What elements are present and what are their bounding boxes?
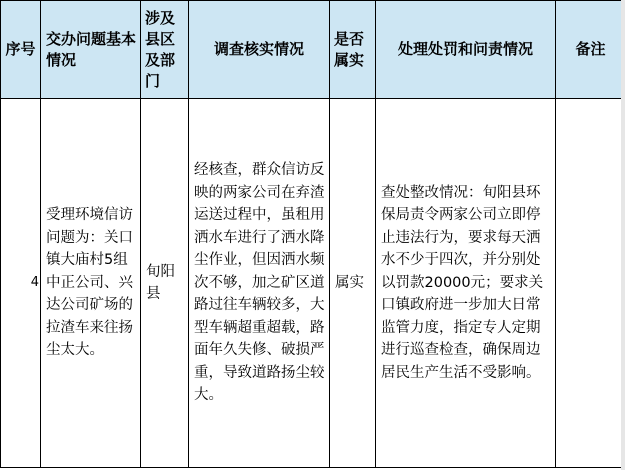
- cell-issue[interactable]: [41, 99, 141, 468]
- investigation-text: 经核查，群众信访反映的两家公司在弃渣运送过程中，虽租用洒水车进行了洒水降尘作业，但因洒水频次不够，加之矿区道路过往车辆较多，大型车辆超重超载，路面年久失修、破损严重，导致道路扬尘较大。: [194, 162, 325, 404]
- header-remark[interactable]: 备注: [556, 1, 625, 99]
- header-verified[interactable]: 是否属实: [330, 1, 376, 99]
- header-row: [1, 1, 625, 99]
- header-handling[interactable]: 处理处罚和问责情况: [376, 1, 556, 99]
- header-dept[interactable]: 涉及县区及部门: [141, 1, 189, 99]
- cell-remark[interactable]: [556, 99, 625, 468]
- cell-dept[interactable]: [141, 99, 189, 468]
- cell-verified[interactable]: [330, 99, 376, 468]
- header-issue[interactable]: 交办问题基本情况: [41, 1, 141, 99]
- table-row: [1, 99, 625, 468]
- cell-seq[interactable]: 4: [1, 99, 41, 468]
- handling-text: 查处整改情况：旬阳县环保局责令两家公司立即停止违法行为，要求每天洒水不少于四次，并分别处以罚款20000元；要求关口镇政府进一步加大日常监管力度，指定专人定期进行巡查检查，确保周边居民生产生活不受影响。: [381, 184, 544, 381]
- issue-text: 受理环境信访问题为：关口镇大庙村5组中正公司、兴达公司矿场的拉渣车来往扬尘太大。: [46, 207, 133, 359]
- sheet-edge: [621, 0, 625, 470]
- header-investigation[interactable]: 调查核实情况: [189, 1, 330, 99]
- dept-text: 旬阳县: [146, 263, 175, 302]
- header-seq[interactable]: 序号: [1, 1, 41, 99]
- cell-investigation[interactable]: [189, 99, 330, 468]
- cell-handling[interactable]: [376, 99, 556, 468]
- verified-text: 属实: [335, 274, 364, 291]
